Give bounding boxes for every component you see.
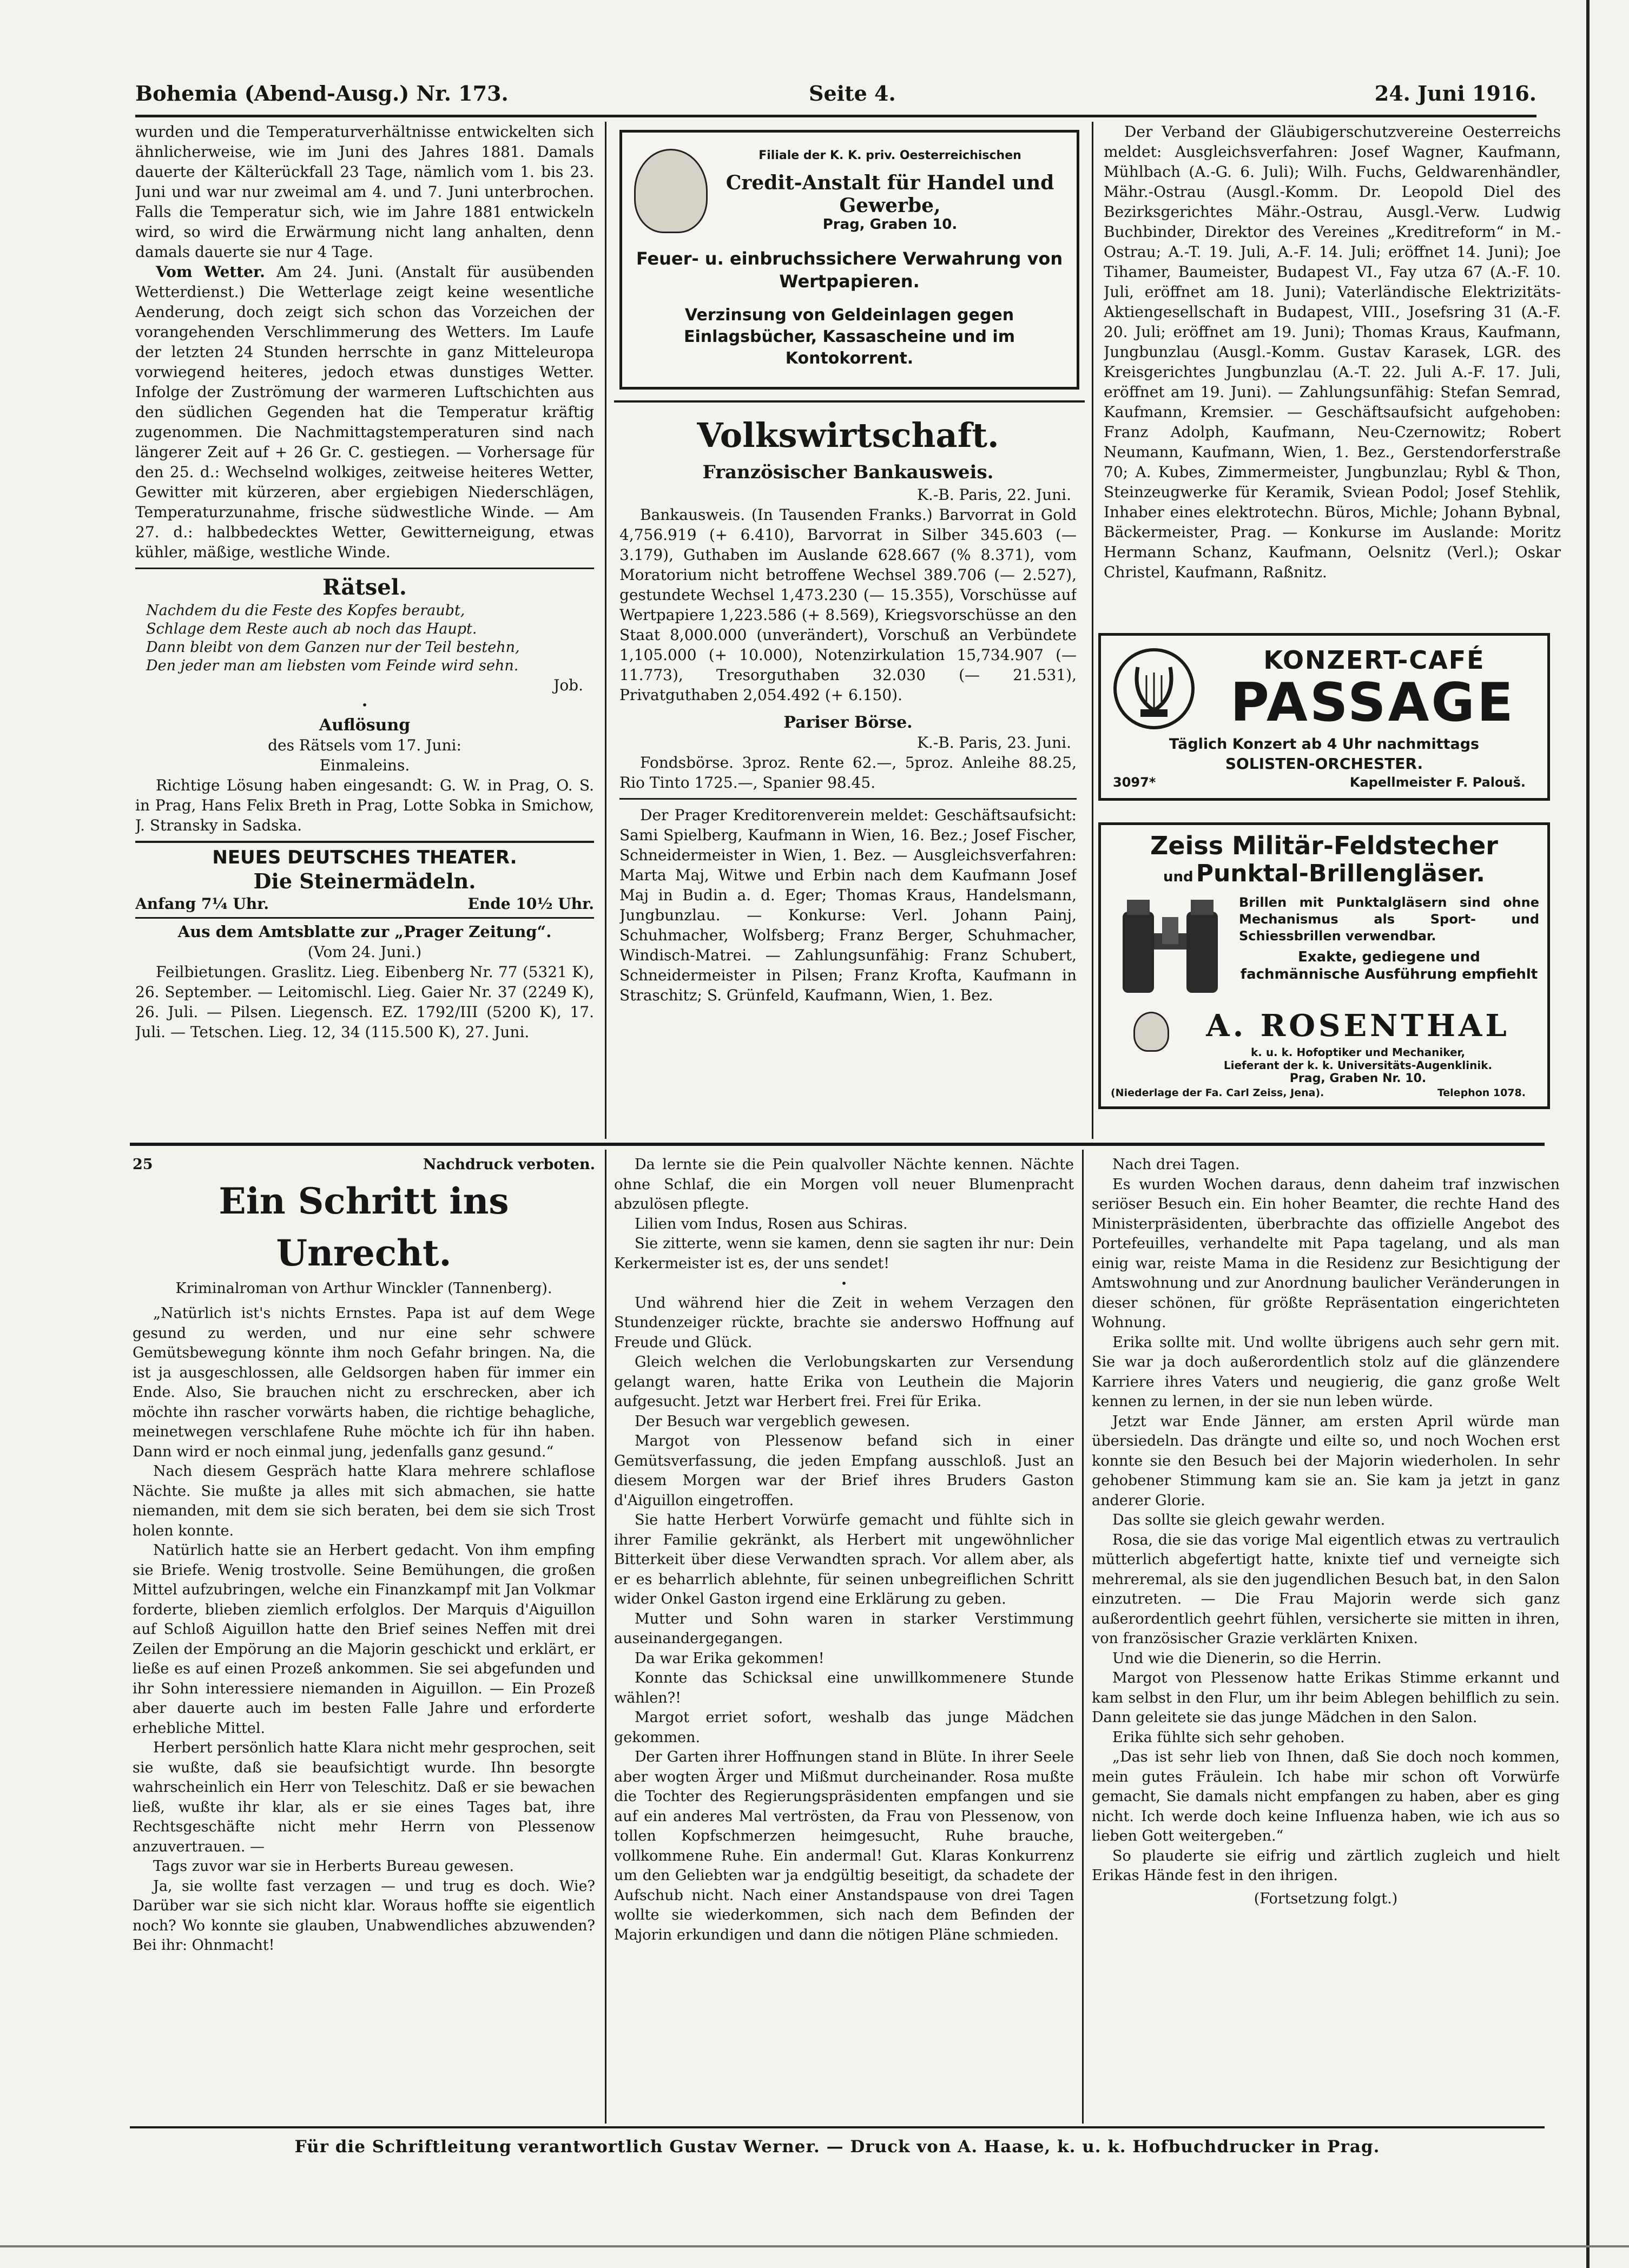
novel-paragraph: Margot von Plessenow hatte Erikas Stimme erkannt und kam selbst in den Flur, um ihr beim Ablegen behilflich zu sein. Dann geleitete sie das junge Mädchen in den Salon. <box>1092 1670 1560 1726</box>
novel-paragraph: „Natürlich ist's nichts Ernstes. Papa ist auf dem Wege gesund zu werden, und nur eine sehr schwere Gemütsbewegung könnte ihm noch Gefahr bringen. Na, die ist ja ausgeschlossen, alle Geldsorgen haben für immer ein Ende. Also, Sie brauchen nicht zu erschrecken, aber ich möchte ihn rascher vorwärts haben, die richtige behagliche, meinetwegen verschlafene Ruhe möchte ich für ihn haben. Dann wird er noch einmal jung, jedenfalls ganz gesund.“ <box>133 1305 595 1460</box>
theater-times <box>135 894 594 914</box>
theater-start: Anfang 7¼ Uhr. <box>135 895 269 913</box>
aufloesung-title: Auflösung <box>319 716 411 735</box>
novel-number: 25 <box>133 1156 153 1173</box>
rosenthal-sub1: k. u. k. Hofoptiker und Mechaniker, <box>1250 1046 1466 1059</box>
rosenthal-sub2: Lieferant der k. k. Universitäts-Augenklinik. <box>1223 1059 1493 1072</box>
zeiss-text-service: Exakte, gediegene und fachmännische Ausführung empfiehlt <box>1240 949 1538 983</box>
column-divider-2 <box>1092 122 1093 1139</box>
novel-paragraph: Jetzt war Ende Jänner, am ersten April würde man übersiedeln. Das drängte und eilte so, und noch Wochen erst konnte sie den Besuch bei der Majorin wiederholen. In sehr gehobener Stimmung kam sie an. Sie kam ja jetzt in ganz anderer Glorie. <box>1092 1413 1560 1509</box>
cafe-name: PASSAGE <box>1230 672 1515 734</box>
rule-kreditoren <box>619 798 1077 800</box>
novel-paragraph: Natürlich hatte sie an Herbert gedacht. Von ihm empfing sie Briefe. Wenig trostvolle. Seine Bemühungen, die großen Mittel aufzubringen, welche ein Finanzkampf mit Jan Volkmar forderte, blieben ziemlich erfolglos. Der Marquis d'Aiguillon auf Schloß Aiguillon hatte den Brief seines Neffen mit drei Zeilen der Empörung an die Majorin geschickt und erklärt, er ließe es auf einen Prozeß ankommen. Sie sei abgefunden und ihr Sohn interessiere niemanden in Aiguillon. — Ein Prozeß aber dauerte auch im besten Falle Jahre und erforderte erhebliche Mittel. <box>133 1542 595 1737</box>
raetsel-line: Schlage dem Reste auch ab noch das Haupt. <box>146 621 477 637</box>
scan-edge-bottom <box>0 2245 1629 2247</box>
raetsel-title: Rätsel. <box>322 575 407 600</box>
novel-nachdruck: Nachdruck verboten. <box>423 1156 595 1173</box>
novel-paragraph: So plauderte sie eifrig und zärtlich zugleich und hielt Erikas Hände fest in den ihrigen. <box>1092 1847 1560 1884</box>
raetsel-poem <box>135 602 594 675</box>
novel-continuation: (Fortsetzung folgt.) <box>1254 1890 1398 1907</box>
novel-paragraph: Ja, sie wollte fast verzagen — und trug es doch. Wie? Darüber war sie sich nicht klar. Woraus hoffte sie eigentlich noch? Wo konnte sie glauben, Unabwendliches abzuwenden? Bei ihr: Ohnmacht! <box>133 1877 595 1954</box>
scan-edge-right <box>1586 0 1590 2268</box>
zeiss-subtitle-und: und <box>1163 869 1193 885</box>
rosenthal-name: A. ROSENTHAL <box>1206 1008 1510 1044</box>
novel-paragraph: Erika fühlte sich sehr gehoben. <box>1112 1729 1345 1746</box>
header-issue: Bohemia (Abend-Ausg.) Nr. 173. <box>135 81 509 106</box>
novel-paragraph: Konnte das Schicksal eine unwillkommenere Stunde wählen?! <box>614 1670 1074 1706</box>
weather-text: Am 24. Juni. (Anstalt für ausübenden Wetterdienst.) Die Wetterlage zeigt keine wesentliche Aenderung, doch zeigt sich schon das Vorzeichen der vorangehenden Verschlimmerung des Wetters. Im Laufe der letzten 24 Stunden herrschte in ganz Mitteleuropa vorwiegend heiteres, jedoch etwas dunstiges Wetter. Infolge der Zuströmung der warmeren Luftschichten aus den südlichen Gegenden hat die Temperatur kräftig zugenommen. Die Nachmittagstemperaturen sind nach längerer Zeit auf + 26 Gr. C. gestiegen. — Vorhersage für den 25. d.: Wechselnd wolkiges, zeitweise heiteres Wetter, Gewitter mit kürzeren, aber ergiebigen Niederschlägen, Temperaturzunahme, frische südwestliche Winde. — Am 27. d.: halbbedecktes Wetter, Gewitterneigung, etwas kühler, mäßige, westliche Winde. <box>135 263 594 561</box>
bank-ad-line1: Filiale der K. K. priv. Oesterreichischen <box>759 149 1021 162</box>
raetsel-line: Den jeder man am liebsten vom Feinde wird sehn. <box>146 657 519 674</box>
imprint-footer: Für die Schriftleitung verantwortlich Gustav Werner. — Druck von A. Haase, k. u. k. Hofbuchdrucker in Prag. <box>294 2137 1380 2157</box>
header-page-number: Seite 4. <box>809 81 896 106</box>
zeiss-advertisement <box>1098 822 1550 1109</box>
novel-paragraph: Mutter und Sohn waren in starker Verstimmung auseinandergegangen. <box>614 1610 1074 1647</box>
binoculars-icon <box>1111 895 1230 1004</box>
zeiss-text-sport: Brillen mit Punktalgläsern sind ohne Mechanismus als Sport- und Schiessbrillen verwendbar. <box>1239 895 1539 944</box>
bank-report-title: Französischer Bankausweis. <box>702 461 994 483</box>
rule-volkswirtschaft <box>614 400 1085 403</box>
aufloesung-answer: Einmaleins. <box>319 756 410 774</box>
rule-amtsblatt <box>135 917 594 919</box>
novel-divider-1 <box>605 1150 606 2124</box>
eagle-emblem-icon <box>1133 1012 1169 1052</box>
weather-report <box>135 262 594 562</box>
amtsblatt-title: Aus dem Amtsblatte zur „Prager Zeitung“. <box>177 922 552 941</box>
novel-column-3 <box>1092 1155 1560 2124</box>
weather-continuation: wurden und die Temperaturverhältnisse entwickelten sich ähnlicherweise, wie im Juni des Jahres 1881. Damals dauerte der Kälterückfall 23 Tage, nämlich vom 1. bis 23. Juni und war nur zweimal am 4. und 7. Juni unterbrochen. Falls die Temperatur sich, wie im Jahre 1881 entwickeln wird, so wird die Erwärmung nicht lang anhalten, denn damals dauerte sie nur 4 Tage. <box>135 123 594 261</box>
zeiss-subtitle <box>1106 860 1542 887</box>
novel-paragraph: Rosa, die sie das vorige Mal eigentlich etwas zu vertraulich mütterlich abgefertigt hatte, knixte tief und verneigte sich mehreremal, als sie den jugendlichen Besuch bat, in den Salon einzutreten. — Die Frau Majorin werde sich ganz außerordentlich geehrt fühlen, versicherte sie mitten in ihren, von französischer Grazie verklärten Knixen. <box>1092 1531 1560 1647</box>
novel-paragraph: Lilien vom Indus, Rosen aus Schiras. <box>635 1215 908 1232</box>
novel-paragraph: Da war Erika gekommen! <box>635 1650 825 1667</box>
column-3 <box>1104 122 1561 619</box>
novel-paragraph: Gleich welchen die Verlobungskarten zur Versendung gelangt waren, hatte Erika von Leuthein die Majorin aufgesucht. Jetzt war Herbert frei. Frei für Erika. <box>614 1354 1074 1410</box>
page-header <box>135 81 1536 114</box>
cafe-title: KONZERT-CAFÉ <box>1263 645 1485 675</box>
novel-paragraph: Der Besuch war vergeblich gewesen. <box>635 1413 911 1430</box>
zeiss-foot-depot: (Niederlage der Fa. Carl Zeiss, Jena). <box>1111 1087 1324 1099</box>
zeiss-foot-phone: Telephon 1078. <box>1437 1087 1526 1099</box>
amtsblatt-text: Feilbietungen. Graslitz. Lieg. Eibenberg Nr. 77 (5321 K), 26. September. — Leitomischl. Lieg. Gaier Nr. 37 (2249 K), 26. Juli. — Pilsen. Liegensch. EZ. 1792/III (5200 K), 17. Juli. — Tetschen. Lieg. 12, 34 (115.500 K), 27. Juni. <box>135 963 594 1041</box>
header-date: 24. Juni 1916. <box>1374 81 1536 106</box>
bank-ad-name: Credit-Anstalt für Handel und Gewerbe, <box>726 172 1054 217</box>
novel-paragraph: Das sollte sie gleich gewahr werden. <box>1112 1512 1386 1528</box>
novel-paragraph: Da lernte sie die Pein qualvoller Nächte kennen. Nächte ohne Schlaf, die ein Morgen voll neuer Blumenpracht abzulösen pflegte. <box>614 1156 1074 1212</box>
novel-paragraph: Und während hier die Zeit in wehem Verzagen den Stundenzeiger rückte, brachte sie anderswo Hoffnung auf Freude und Glück. <box>614 1294 1074 1351</box>
cafe-orchestra: SOLISTEN-ORCHESTER. <box>1225 755 1423 773</box>
footer-rule <box>130 2126 1545 2128</box>
ornament-dot: • <box>361 698 368 711</box>
bank-ad-safekeeping: Feuer- u. einbruchssichere Verwahrung von Wertpapieren. <box>636 248 1063 292</box>
boerse-text: Fondsbörse. 3proz. Rente 62.—, 5proz. Anleihe 88.25, Rio Tinto 1725.—, Spanier 98.45. <box>619 754 1077 792</box>
theater-end: Ende 10½ Uhr. <box>467 895 594 913</box>
rosenthal-address: Prag, Graben Nr. 10. <box>1289 1072 1427 1085</box>
bank-report-text: Bankausweis. (In Tausenden Franks.) Barvorrat in Gold 4,756.919 (+ 6.410), Barvorrat in Silber 345.603 (— 3.179), Guthaben im Auslande 628.667 (% 8.371), vom Moratorium nicht betroffene Wechsel 389.706 (— 2.527), gestundete Wechsel 1,473.230 (— 15.355), Vorschüsse auf Wertpapiere 1,223.586 (+ 8.569), Kriegsvorschüsse an den Staat 8,000.000 (unverändert), Vorschuß an Verbündete 1,105.000 (+ 10.000), Notenzirkulation 15,734.907 (— 11.773), Tresorguthaben 32.030 (— 21.531), Privatguthaben 2,054.492 (+ 6.150). <box>619 506 1077 704</box>
cafe-concert-time: Täglich Konzert ab 4 Uhr nachmittags <box>1169 736 1480 753</box>
boerse-title: Pariser Börse. <box>783 713 913 732</box>
novel-paragraph: Erika sollte mit. Und wollte übrigens auch sehr gern mit. Sie war ja doch außerordentlich stolz auf die glänzendere Karriere ihres Vaters und neugierig, die ganz große Welt kennen zu lernen, in der sie nun leben würde. <box>1092 1334 1560 1410</box>
novel-title: Ein Schritt ins Unrecht. <box>219 1179 509 1274</box>
novel-paragraph: Und wie die Dienerin, so die Herrin. <box>1112 1650 1382 1667</box>
bank-ad-interest: Verzinsung von Geldeinlagen gegen Einlagsbücher, Kassascheine und im Kontokorrent. <box>684 306 1015 368</box>
novel-paragraph: Herbert persönlich hatte Klara nicht mehr gesprochen, seit sie wußte, daß sie beaufsichtigt wurde. Ihn besorgte wahrscheinlich ein Herr von Teleschitz. Daß er sie bewachen ließ, wußte ihr klar, als er sie eines Tages bat, ihre Rechtsgeschäfte nicht mehr Herrn von Plessenow anzuvertrauen. — <box>133 1739 595 1855</box>
novel-paragraph: Nach drei Tagen. <box>1112 1156 1240 1173</box>
cafe-ad-number: 3097* <box>1113 775 1156 790</box>
rule-raetsel <box>135 568 594 569</box>
boerse-dateline: K.-B. Paris, 23. Juni. <box>916 734 1071 751</box>
theater-play: Die Steinermädeln. <box>253 869 476 893</box>
novel-paragraph: „Das ist sehr lieb von Ihnen, daß Sie doch noch kommen, mein gutes Fräulein. Ich habe mir schon oft Vorwürfe gemacht, Sie damals nicht empfangen zu haben, aber es ging nicht. Ich werde doch keine Influenza haben, wie ich aus so lieben Gott weitergeben.“ <box>1092 1749 1560 1844</box>
zeiss-title: Zeiss Militär-Feldstecher <box>1150 831 1498 860</box>
aufloesung-subtitle: des Rätsels vom 17. Juni: <box>268 736 461 754</box>
theater-title: NEUES DEUTSCHES THEATER. <box>212 847 517 868</box>
bank-ad-address: Prag, Graben 10. <box>822 216 958 233</box>
novel-column-1 <box>133 1155 595 2124</box>
section-volkswirtschaft: Volkswirtschaft. <box>697 416 999 455</box>
zeiss-subtitle-main: Punktal-Brillengläser. <box>1196 860 1486 887</box>
eagle-crest-icon <box>634 149 708 233</box>
novel-column-2 <box>614 1155 1074 2124</box>
loesung-senders: Richtige Lösung haben eingesandt: G. W. in Prag, O. S. in Prag, Hans Felix Breth in Prag, Lotte Sobka in Smichow, J. Stransky in Sadska. <box>135 776 594 834</box>
novel-paragraph: Margot erriet sofort, weshalb das junge Mädchen gekommen. <box>614 1709 1074 1746</box>
novel-paragraph: Der Garten ihrer Hoffnungen stand in Blüte. In ihrer Seele aber wogten Ärger und Mißmut durcheinander. Rosa mußte die Tochter des Regierungspräsidenten empfangen und sie auf ein anderes Mal vertrösten, da Frau von Plessenow, von tollen Kopfschmerzen heimgesucht, Ruhe brauche, vollkommene Ruhe. Ein andermal! Gut. Klaras Konkurrenz um den Geliebten war ja endgültig beseitigt, da schadete der Aufschub nicht. Nach einer Anstandspause von drei Tagen wollte sie wiederkommen, sich nach dem Befinden der Majorin erkundigen und dann die nötigen Pläne schmieden. <box>614 1749 1074 1943</box>
ornament-dot: • <box>841 1277 847 1290</box>
kreditoren-report: Der Prager Kreditorenverein meldet: Geschäftsaufsicht: Sami Spielberg, Kaufmann in Wien, 16. Bez.; Josef Fischer, Schneidermeister in Wien, 1. Bez. — Ausgleichsverfahren: Marta Maj, Witwe und Erbin nach dem Kaufmann Josef Maj in Budin a. d. Eger; Thomas Kraus, Handelsmann, Jungbunzlau. — Konkurse: Verl. Johann Painj, Schuhmacher, Wolfsberg; Franz Berger, Schuhmacher, Windisch-Matrei. — Zahlungsunfähig: Franz Schubert, Schneidermeister in Pilsen; Franz Krofta, Kaufmann in Straschitz; S. Grünfeld, Kaufmann, Wien, 1. Bez. <box>619 806 1077 1004</box>
novel-paragraph: Es wurden Wochen daraus, denn daheim traf inzwischen seriöser Besuch ein. Ein hoher Beamter, die rechte Hand des Ministerpräsidenten, überbrachte das offizielle Angebot des Portefeuilles, verhandelte mit Papa tagelang, und als man einig war, reiste Mama in die Residenz zur Besichtigung der Amtswohnung und zur Anordnung baulicher Veränderungen in dieser schönen, für größte Repräsentation eingerichteten Wohnung. <box>1092 1176 1560 1331</box>
amtsblatt-date: (Vom 24. Juni.) <box>307 943 422 961</box>
cafe-advertisement <box>1098 633 1550 801</box>
header-rule <box>135 115 1536 117</box>
raetsel-line: Nachdem du die Feste des Kopfes beraubt, <box>146 602 465 619</box>
novel-byline: Kriminalroman von Arthur Winckler (Tannenberg). <box>175 1280 552 1297</box>
raetsel-line: Dann bleibt von dem Ganzen nur der Teil bestehn, <box>146 639 520 656</box>
column-1 <box>135 122 594 1139</box>
weather-lead: Vom Wetter. <box>156 263 265 281</box>
novel-paragraph: Nach diesem Gespräch hatte Klara mehrere schlaflose Nächte. Sie mußte ja alles mit sich abmachen, sie hatte niemanden, mit dem sie sich beraten, bei dem sie sich Trost holen konnte. <box>133 1463 595 1539</box>
novel-paragraph: Tags zuvor war sie in Herberts Bureau gewesen. <box>153 1858 514 1875</box>
novel-paragraph: Margot von Plessenow befand sich in einer Gemütsverfassung, die jeden Empfang ausschloß. Just an diesem Morgen war der Brief ihres Bruders Gaston d'Aiguillon eingetroffen. <box>614 1433 1074 1509</box>
novel-divider-2 <box>1082 1150 1084 2124</box>
rule-theater <box>135 841 594 843</box>
column-2 <box>619 411 1077 1136</box>
novel-header <box>133 1155 595 1175</box>
novel-paragraph: Sie zitterte, wenn sie kamen, denn sie sagten ihr nur: Dein Kerkermeister ist es, der uns sendet! <box>614 1235 1074 1272</box>
raetsel-author: Job. <box>553 676 583 694</box>
lyre-icon <box>1111 645 1197 732</box>
column-divider-1 <box>605 122 606 1139</box>
section-divider <box>130 1143 1545 1146</box>
bank-advertisement <box>619 130 1079 390</box>
novel-paragraph: Sie hatte Herbert Vorwürfe gemacht und fühlte sich in ihrer Familie gekränkt, als Herbert mit ungewöhnlicher Bitterkeit über diese Verwandten sprach. Vor allem aber, als er es beharrlich ablehnte, für seinen unbegreiflichen Schritt wider Onkel Gaston irgend eine Erklärung zu geben. <box>614 1512 1074 1607</box>
bank-report-dateline: K.-B. Paris, 22. Juni. <box>916 486 1071 504</box>
glaeubiger-report: Der Verband der Gläubigerschutzvereine Oesterreichs meldet: Ausgleichsverfahren: Josef Wagner, Kaufmann, Mühlbach (A.-G. 6. Juli); Wilh. Fuchs, Geldwarenhändler, Mähr.-Ostrau (Ausgl.-Komm. Dr. Leopold Diel des Bezirksgerichtes Mähr.-Ostrau, Ausgl.-Verw. Ludwig Buchbinder, Direktor des Vereines „Kreditreform“ in M.-Ostrau; A.-T. 19. Juli, A.-F. 14. Juli; eröffnet 14. Juni); Joe Tihamer, Baumeister, Budapest VI., Fay utza 67 (A.-F. 10. Juli, eröffnet am 18. Juni); Vaterländische Elektrizitäts-Aktiengesellschaft in Budapest, VIII., Josefsring 31 (A.-F. 20. Juli; eröffnet am 19. Juni); Thomas Kraus, Kaufmann, Jungbunzlau (Ausgl.-Komm. Gustav Karasek, LGR. des Kreisgerichtes Jungbunzlau (A.-T. 22. Juli A.-F. 17. Juli, eröffnet am 19. Juni). — Zahlungsunfähig: Stefan Semrad, Kaufmann, Kremsier. — Geschäftsaufsicht aufgehoben: Franz Adolph, Kaufmann, Neu-Czernowitz; Robert Neumann, Kaufmann, Wien, 1. Bez., Gerstendorferstraße 70; A. Kubes, Zimmermeister, Jungbunzlau; Rybl & Thon, Steinzeugwerke für Keramik, Sviean Podol; Josef Stehlik, Inhaber eines elektrotechn. Büros, Michle; Johann Bybnal, Bäckermeister, Prag. — Konkurse im Auslande: Moritz Hermann Schanz, Kaufmann, Oelsnitz (Verl.); Oskar Christel, Kaufmann, Raßnitz. <box>1104 123 1561 581</box>
cafe-kapellmeister: Kapellmeister F. Palouš. <box>1349 775 1526 790</box>
